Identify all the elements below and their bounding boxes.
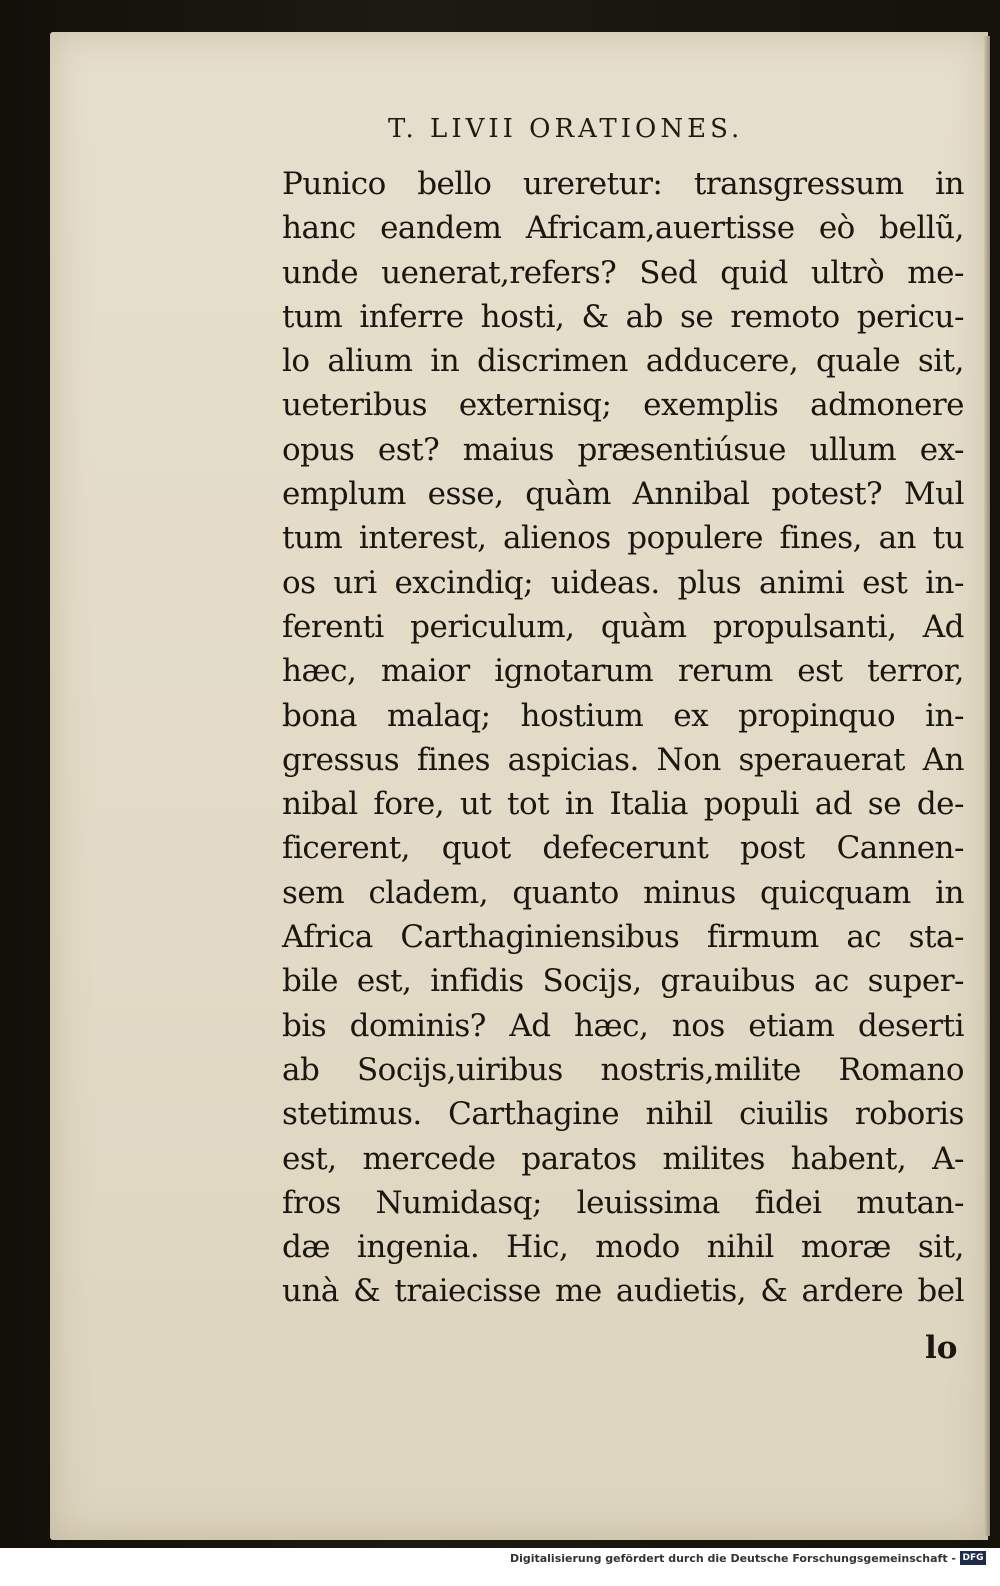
text-line: unde uenerat,refers? Sed quid ultrò me- [282,254,964,291]
footer-credit: Digitalisierung gefördert durch die Deutsche Forschungsgemeinschaft - [509,1552,956,1565]
text-line: unà & traiecisse me audietis, & ardere bel [282,1273,964,1310]
text-line: stetimus. Carthagine nihil ciuilis roboris [282,1096,964,1133]
text-line: lo alium in discrimen adducere, quale sit, [282,343,964,380]
text-line: ferenti periculum, quàm propulsanti, Ad [282,608,964,645]
page-edge [984,36,990,1536]
text-line: bile est, infidis Socijs, grauibus ac super- [282,963,964,1000]
text-line: opus est? maius præsentiúsue ullum ex- [282,431,964,468]
text-line: Africa Carthaginiensibus firmum ac sta- [282,919,964,956]
text-line: tum inferre hosti, & ab se remoto pericu- [282,298,964,335]
dfg-logo-icon: DFG [960,1551,986,1565]
text-line: ficerent, quot defecerunt post Cannen- [282,830,964,867]
catchword: lo [925,1330,958,1366]
text-line: ab Socijs,uiribus nostris,milite Romano [282,1051,964,1088]
text-line: tum interest, alienos populere fines, an tu [282,520,964,557]
text-line: dæ ingenia. Hic, modo nihil moræ sit, [282,1229,964,1266]
text-line: emplum esse, quàm Annibal potest? Mul [282,476,964,513]
text-line: hanc eandem Africam,auertisse eò bellũ, [282,210,964,247]
text-line: est, mercede paratos milites habent, A- [282,1140,964,1177]
text-line: sem cladem, quanto minus quicquam in [282,874,964,911]
text-line: hæc, maior ignotarum rerum est terror, [282,653,964,690]
text-line: ueteribus externisq; exemplis admonere [282,387,964,424]
text-line: bona malaq; hostium ex propinquo in- [282,697,964,734]
text-line: nibal fore, ut tot in Italia populi ad se de- [282,786,964,823]
text-line: fros Numidasq; leuissima fidei mutan- [282,1184,964,1221]
text-line: gressus fines aspicias. Non sperauerat An [282,741,964,778]
running-head: T. LIVII ORATIONES. [388,114,744,144]
text-line: os uri excindiq; uideas. plus animi est in- [282,564,964,601]
text-line: Punico bello ureretur: transgressum in [282,166,964,202]
body-text [282,162,964,1314]
text-line: bis dominis? Ad hæc, nos etiam deserti [282,1007,964,1044]
